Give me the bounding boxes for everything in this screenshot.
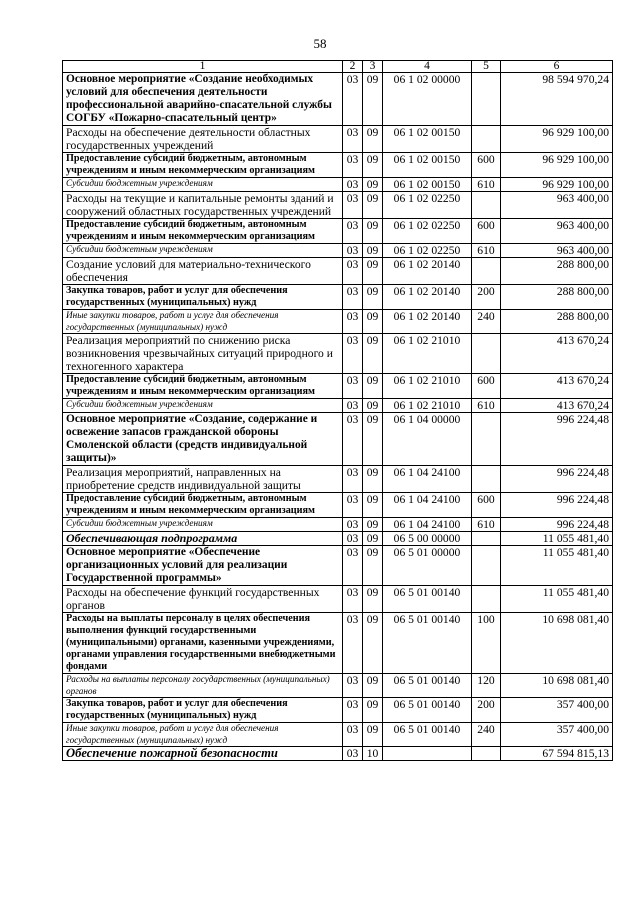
row-name-cell: Обеспечивающая подпрограмма bbox=[63, 532, 343, 546]
row-subsection-cell: 10 bbox=[363, 747, 383, 761]
row-section-cell: 03 bbox=[343, 532, 363, 546]
row-target-article-cell: 06 1 04 24100 bbox=[383, 466, 472, 493]
table-row bbox=[63, 244, 613, 258]
row-target-article-cell: 06 1 02 21010 bbox=[383, 399, 472, 413]
row-subsection-cell: 09 bbox=[363, 723, 383, 747]
row-subsection-cell: 09 bbox=[363, 219, 383, 244]
row-target-article-cell: 06 1 02 21010 bbox=[383, 334, 472, 374]
row-section-cell: 03 bbox=[343, 73, 363, 126]
row-section-cell: 03 bbox=[343, 219, 363, 244]
row-target-article-cell: 06 5 01 00140 bbox=[383, 674, 472, 698]
row-amount-cell: 96 929 100,00 bbox=[501, 153, 613, 178]
row-name-cell: Расходы на текущие и капитальные ремонты зданий и сооружений областных государственных учреждений bbox=[63, 192, 343, 219]
row-name-cell: Создание условий для материально-технического обеспечения bbox=[63, 258, 343, 285]
row-section-cell: 03 bbox=[343, 518, 363, 532]
row-section-cell: 03 bbox=[343, 258, 363, 285]
row-amount-cell: 996 224,48 bbox=[501, 466, 613, 493]
row-expense-type-cell: 100 bbox=[472, 613, 501, 674]
table-row bbox=[63, 153, 613, 178]
row-expense-type-cell: 610 bbox=[472, 399, 501, 413]
row-subsection-cell: 09 bbox=[363, 399, 383, 413]
row-name-cell: Расходы на выплаты персоналу государственных (муниципальных) органов bbox=[63, 674, 343, 698]
header-col-3: 3 bbox=[363, 61, 383, 73]
row-section-cell: 03 bbox=[343, 586, 363, 613]
row-section-cell: 03 bbox=[343, 178, 363, 192]
row-subsection-cell: 09 bbox=[363, 532, 383, 546]
row-expense-type-cell bbox=[472, 532, 501, 546]
row-subsection-cell: 09 bbox=[363, 258, 383, 285]
row-section-cell: 03 bbox=[343, 334, 363, 374]
row-expense-type-cell: 200 bbox=[472, 698, 501, 723]
row-target-article-cell: 06 5 01 00000 bbox=[383, 546, 472, 586]
row-expense-type-cell bbox=[472, 192, 501, 219]
row-amount-cell: 98 594 970,24 bbox=[501, 73, 613, 126]
row-section-cell: 03 bbox=[343, 723, 363, 747]
row-expense-type-cell: 120 bbox=[472, 674, 501, 698]
row-subsection-cell: 09 bbox=[363, 466, 383, 493]
row-amount-cell: 11 055 481,40 bbox=[501, 532, 613, 546]
row-amount-cell: 96 929 100,00 bbox=[501, 126, 613, 153]
row-target-article-cell bbox=[383, 747, 472, 761]
row-section-cell: 03 bbox=[343, 192, 363, 219]
row-name-cell: Субсидии бюджетным учреждениям bbox=[63, 244, 343, 258]
table-row bbox=[63, 334, 613, 374]
table-row bbox=[63, 466, 613, 493]
row-target-article-cell: 06 5 00 00000 bbox=[383, 532, 472, 546]
row-subsection-cell: 09 bbox=[363, 698, 383, 723]
row-amount-cell: 413 670,24 bbox=[501, 334, 613, 374]
row-amount-cell: 996 224,48 bbox=[501, 518, 613, 532]
row-name-cell: Расходы на обеспечение функций государственных органов bbox=[63, 586, 343, 613]
row-target-article-cell: 06 1 04 00000 bbox=[383, 413, 472, 466]
page-number: 58 bbox=[313, 36, 327, 51]
row-expense-type-cell bbox=[472, 747, 501, 761]
row-name-cell: Субсидии бюджетным учреждениям bbox=[63, 518, 343, 532]
header-col-4: 4 bbox=[383, 61, 472, 73]
row-expense-type-cell: 240 bbox=[472, 310, 501, 334]
row-expense-type-cell: 600 bbox=[472, 493, 501, 518]
row-subsection-cell: 09 bbox=[363, 546, 383, 586]
row-subsection-cell: 09 bbox=[363, 413, 383, 466]
table-row bbox=[63, 493, 613, 518]
row-target-article-cell: 06 5 01 00140 bbox=[383, 586, 472, 613]
row-amount-cell: 357 400,00 bbox=[501, 698, 613, 723]
table-row bbox=[63, 285, 613, 310]
row-section-cell: 03 bbox=[343, 493, 363, 518]
table-row bbox=[63, 532, 613, 546]
row-expense-type-cell: 600 bbox=[472, 219, 501, 244]
row-subsection-cell: 09 bbox=[363, 178, 383, 192]
row-section-cell: 03 bbox=[343, 126, 363, 153]
row-expense-type-cell bbox=[472, 126, 501, 153]
row-expense-type-cell bbox=[472, 466, 501, 493]
row-amount-cell: 996 224,48 bbox=[501, 493, 613, 518]
row-expense-type-cell bbox=[472, 586, 501, 613]
row-subsection-cell: 09 bbox=[363, 518, 383, 532]
row-section-cell: 03 bbox=[343, 747, 363, 761]
row-amount-cell: 11 055 481,40 bbox=[501, 546, 613, 586]
table-row bbox=[63, 723, 613, 747]
header-col-2: 2 bbox=[343, 61, 363, 73]
row-name-cell: Предоставление субсидий бюджетным, автономным учреждениям и иным некоммерческим организациям bbox=[63, 219, 343, 244]
row-section-cell: 03 bbox=[343, 466, 363, 493]
row-subsection-cell: 09 bbox=[363, 493, 383, 518]
row-expense-type-cell: 600 bbox=[472, 153, 501, 178]
row-expense-type-cell bbox=[472, 334, 501, 374]
row-target-article-cell: 06 5 01 00140 bbox=[383, 723, 472, 747]
row-name-cell: Реализация мероприятий по снижению риска возникновения чрезвычайных ситуаций природного и техногенного характера bbox=[63, 334, 343, 374]
table-row bbox=[63, 258, 613, 285]
table-row bbox=[63, 219, 613, 244]
row-section-cell: 03 bbox=[343, 399, 363, 413]
table-row bbox=[63, 73, 613, 126]
row-amount-cell: 288 800,00 bbox=[501, 310, 613, 334]
table-row bbox=[63, 310, 613, 334]
table-row bbox=[63, 413, 613, 466]
row-name-cell: Основное мероприятие «Создание необходимых условий для обеспечения деятельности профессиональной аварийно-спасательной службы СОГБУ «Пожарно-спасательный центр» bbox=[63, 73, 343, 126]
row-target-article-cell: 06 5 01 00140 bbox=[383, 613, 472, 674]
row-target-article-cell: 06 1 04 24100 bbox=[383, 493, 472, 518]
table-row bbox=[63, 518, 613, 532]
row-name-cell: Основное мероприятие «Обеспечение организационных условий для реализации Государственной программы» bbox=[63, 546, 343, 586]
row-name-cell: Иные закупки товаров, работ и услуг для обеспечения государственных (муниципальных) нужд bbox=[63, 310, 343, 334]
row-section-cell: 03 bbox=[343, 310, 363, 334]
row-section-cell: 03 bbox=[343, 374, 363, 399]
row-subsection-cell: 09 bbox=[363, 334, 383, 374]
row-name-cell: Предоставление субсидий бюджетным, автономным учреждениям и иным некоммерческим организациям bbox=[63, 153, 343, 178]
row-section-cell: 03 bbox=[343, 613, 363, 674]
table-row bbox=[63, 546, 613, 586]
row-expense-type-cell bbox=[472, 546, 501, 586]
row-target-article-cell: 06 1 02 02250 bbox=[383, 192, 472, 219]
row-name-cell: Расходы на выплаты персоналу в целях обеспечения выполнения функций государственными (муниципальными) органами, казенными учреждениями, органами управления государственными внебюджетными фондами bbox=[63, 613, 343, 674]
row-subsection-cell: 09 bbox=[363, 613, 383, 674]
row-expense-type-cell: 200 bbox=[472, 285, 501, 310]
row-name-cell: Расходы на обеспечение деятельности областных государственных учреждений bbox=[63, 126, 343, 153]
row-amount-cell: 963 400,00 bbox=[501, 244, 613, 258]
row-target-article-cell: 06 1 02 02250 bbox=[383, 219, 472, 244]
row-amount-cell: 96 929 100,00 bbox=[501, 178, 613, 192]
row-name-cell: Закупка товаров, работ и услуг для обеспечения государственных (муниципальных) нужд bbox=[63, 698, 343, 723]
row-amount-cell: 413 670,24 bbox=[501, 374, 613, 399]
row-expense-type-cell bbox=[472, 258, 501, 285]
row-name-cell: Закупка товаров, работ и услуг для обеспечения государственных (муниципальных) нужд bbox=[63, 285, 343, 310]
row-amount-cell: 963 400,00 bbox=[501, 219, 613, 244]
table-row bbox=[63, 613, 613, 674]
row-amount-cell: 357 400,00 bbox=[501, 723, 613, 747]
row-section-cell: 03 bbox=[343, 698, 363, 723]
row-target-article-cell: 06 1 04 24100 bbox=[383, 518, 472, 532]
row-amount-cell: 11 055 481,40 bbox=[501, 586, 613, 613]
row-amount-cell: 963 400,00 bbox=[501, 192, 613, 219]
row-target-article-cell: 06 5 01 00140 bbox=[383, 698, 472, 723]
row-name-cell: Субсидии бюджетным учреждениям bbox=[63, 178, 343, 192]
row-section-cell: 03 bbox=[343, 546, 363, 586]
row-name-cell: Обеспечение пожарной безопасности bbox=[63, 747, 343, 761]
row-expense-type-cell: 240 bbox=[472, 723, 501, 747]
row-subsection-cell: 09 bbox=[363, 310, 383, 334]
table-row bbox=[63, 586, 613, 613]
table-header-row bbox=[63, 61, 613, 73]
row-section-cell: 03 bbox=[343, 244, 363, 258]
row-amount-cell: 10 698 081,40 bbox=[501, 674, 613, 698]
row-subsection-cell: 09 bbox=[363, 73, 383, 126]
row-amount-cell: 67 594 815,13 bbox=[501, 747, 613, 761]
table-row bbox=[63, 399, 613, 413]
row-amount-cell: 10 698 081,40 bbox=[501, 613, 613, 674]
row-subsection-cell: 09 bbox=[363, 192, 383, 219]
header-col-6: 6 bbox=[501, 61, 613, 73]
table-row bbox=[63, 674, 613, 698]
row-section-cell: 03 bbox=[343, 674, 363, 698]
row-expense-type-cell: 610 bbox=[472, 244, 501, 258]
row-amount-cell: 288 800,00 bbox=[501, 285, 613, 310]
table-row bbox=[63, 126, 613, 153]
row-target-article-cell: 06 1 02 02250 bbox=[383, 244, 472, 258]
row-target-article-cell: 06 1 02 21010 bbox=[383, 374, 472, 399]
row-name-cell: Субсидии бюджетным учреждениям bbox=[63, 399, 343, 413]
row-name-cell: Иные закупки товаров, работ и услуг для обеспечения государственных (муниципальных) нужд bbox=[63, 723, 343, 747]
table-row bbox=[63, 178, 613, 192]
row-target-article-cell: 06 1 02 20140 bbox=[383, 258, 472, 285]
row-expense-type-cell: 610 bbox=[472, 518, 501, 532]
row-subsection-cell: 09 bbox=[363, 244, 383, 258]
row-amount-cell: 413 670,24 bbox=[501, 399, 613, 413]
row-expense-type-cell: 610 bbox=[472, 178, 501, 192]
row-name-cell: Предоставление субсидий бюджетным, автономным учреждениям и иным некоммерческим организациям bbox=[63, 374, 343, 399]
row-target-article-cell: 06 1 02 00150 bbox=[383, 126, 472, 153]
row-name-cell: Реализация мероприятий, направленных на приобретение средств индивидуальной защиты bbox=[63, 466, 343, 493]
row-subsection-cell: 09 bbox=[363, 374, 383, 399]
table-row bbox=[63, 698, 613, 723]
row-name-cell: Основное мероприятие «Создание, содержание и освежение запасов гражданской обороны Смоленской области (средств индивидуальной защиты)» bbox=[63, 413, 343, 466]
row-expense-type-cell bbox=[472, 73, 501, 126]
row-amount-cell: 288 800,00 bbox=[501, 258, 613, 285]
row-subsection-cell: 09 bbox=[363, 674, 383, 698]
table-row bbox=[63, 192, 613, 219]
header-col-1: 1 bbox=[63, 61, 343, 73]
row-subsection-cell: 09 bbox=[363, 285, 383, 310]
row-target-article-cell: 06 1 02 20140 bbox=[383, 310, 472, 334]
table-row bbox=[63, 374, 613, 399]
row-target-article-cell: 06 1 02 20140 bbox=[383, 285, 472, 310]
row-amount-cell: 996 224,48 bbox=[501, 413, 613, 466]
row-subsection-cell: 09 bbox=[363, 586, 383, 613]
row-expense-type-cell: 600 bbox=[472, 374, 501, 399]
row-target-article-cell: 06 1 02 00150 bbox=[383, 153, 472, 178]
budget-table bbox=[62, 60, 613, 761]
row-target-article-cell: 06 1 02 00000 bbox=[383, 73, 472, 126]
row-subsection-cell: 09 bbox=[363, 153, 383, 178]
table-row bbox=[63, 747, 613, 761]
row-section-cell: 03 bbox=[343, 153, 363, 178]
row-target-article-cell: 06 1 02 00150 bbox=[383, 178, 472, 192]
header-col-5: 5 bbox=[472, 61, 501, 73]
row-subsection-cell: 09 bbox=[363, 126, 383, 153]
row-section-cell: 03 bbox=[343, 413, 363, 466]
row-section-cell: 03 bbox=[343, 285, 363, 310]
row-name-cell: Предоставление субсидий бюджетным, автономным учреждениям и иным некоммерческим организациям bbox=[63, 493, 343, 518]
row-expense-type-cell bbox=[472, 413, 501, 466]
